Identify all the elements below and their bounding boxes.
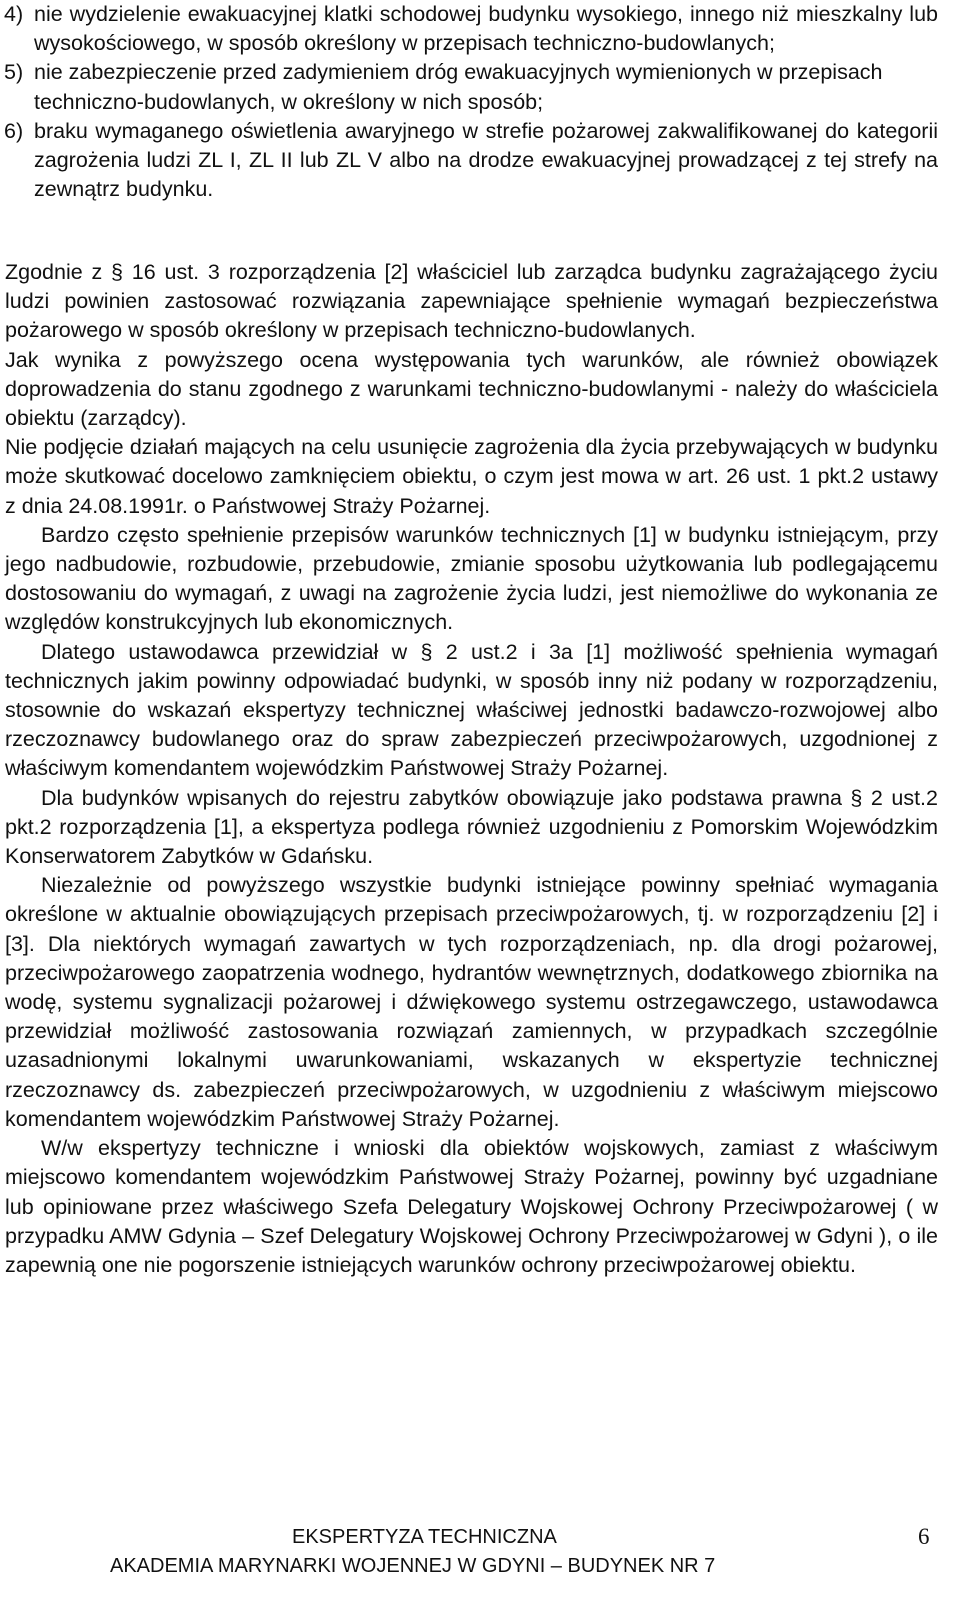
paragraph: Jak wynika z powyższego ocena występowania tych warunków, ale również obowiązek doprowadzenia do stanu zgodnego z warunkami techniczno-budowlanymi - należy do właściciela obiektu (zarządcy). [5,347,938,431]
list-item [4,117,938,205]
paragraph: Dlatego ustawodawca przewidział w § 2 ust.2 i 3a [1] możliwość spełnienia wymagań technicznych jakim powinny odpowiadać budynki, w sposób inny niż podany w rozporządzeniu, stosownie do wskazań ekspertyzy technicznej właściwej jednostki badawczo-rozwojowej albo rzeczoznawcy budowlanego oraz do spraw zabezpieczeń przeciwpożarowych, uzgodnionej z właściwym komendantem wojewódzkim Państwowej Straży Pożarnej. [5,639,938,781]
list-item-number: 5) [4,60,24,85]
list-item [4,58,938,116]
paragraph: Zgodnie z § 16 ust. 3 rozporządzenia [2] właściciel lub zarządca budynku zagrażającego życiu ludzi powinien zastosować rozwiązania zapewniające spełnienie wymagań bezpieczeństwa pożarowego w sposób określony w przepisach techniczno-budowlanych. [5,260,938,343]
list-item-number: 6) [4,118,24,143]
list-item-text: braku wymaganego oświetlenia awaryjnego w strefie pożarowej zakwalifikowanej do kategorii zagrożenia ludzi ZL I, ZL II lub ZL V albo na drodze ewakuacyjnej prowadzącej z tej strefy na zewnątrz budynku. [34,118,938,202]
paragraph: W/w ekspertyzy techniczne i wnioski dla obiektów wojskowych, zamiast z właściwym miejscowo komendantem wojewódzkim Państwowej Straży Pożarnej, powinny być uzgadniane lub opiniowane przez właściwego Szefa Delegatury Wojskowej Ochrony Przeciwpożarowej ( w przypadku AMW Gdynia – Szef Delegatury Wojskowej Ochrony Przeciwpożarowej w Gdyni ), o ile zapewnią one nie pogorszenie istniejących warunków ochrony przeciwpożarowej obiektu. [5,1136,938,1277]
paragraph: Dla budynków wpisanych do rejestru zabytków obowiązuje jako podstawa prawna § 2 ust.2 pkt.2 rozporządzenia [1], a ekspertyza podlega również uzgodnieniu z Pomorskim Wojewódzkim Konserwatorem Zabytków w Gdańsku. [5,785,938,869]
page-number: 6 [918,1524,930,1549]
list-item [4,0,938,58]
footer-subtitle: AKADEMIA MARYNARKI WOJENNEJ W GDYNI – BUDYNEK NR 7 [110,1555,716,1577]
paragraph: Niezależnie od powyższego wszystkie budynki istniejące powinny spełniać wymagania określone w aktualnie obowiązujących przepisach przeciwpożarowych, tj. w rozporządzeniu [2] i [3]. Dla niektórych wymagań zawartych w tych rozporządzeniach, np. dla drogi pożarowej, przeciwpożarowego zaopatrzenia wodnego, hydrantów wewnętrznych, dodatkowego zbiornika na wodę, systemu sygnalizacji pożarowej i dźwiękowego systemu ostrzegawczego, ustawodawca przewidział możliwość zastosowania rozwiązań zamiennych, w przypadkach szczególnie uzasadnionymi lokalnymi uwarunkowaniami, wskazanych w ekspertyzie technicznej rzeczoznawcy ds. zabezpieczeń przeciwpożarowych, w uzgodnieniu z właściwym miejscowo komendantem wojewódzkim Państwowej Straży Pożarnej. [5,873,938,1131]
list-item-text: nie zabezpieczenie przed zadymieniem dróg ewakuacyjnych wymienionych w przepisach techniczno-budowlanych, w określony w nich sposób; [34,60,883,114]
list-item-text: nie wydzielenie ewakuacyjnej klatki schodowej budynku wysokiego, innego niż mieszkalny lub wysokościowego, w sposób określony w przepisach techniczno-budowlanych; [34,2,938,56]
list-item-number: 4) [4,2,24,26]
requirements-list [4,0,938,204]
body-text [5,258,938,1280]
paragraph: Bardzo często spełnienie przepisów warunków technicznych [1] w budynku istniejącym, przy jego nadbudowie, rozbudowie, przebudowie, zmianie sposobu użytkowania lub podlegającemu dostosowaniu do wymagań, z uwagi na zagrożenie życia ludzi, jest niemożliwe do wykonania ze względów konstrukcyjnych lub ekonomicznych. [5,522,938,635]
paragraph: Nie podjęcie działań mających na celu usunięcie zagrożenia dla życia przebywających w budynku może skutkować docelowo zamknięciem obiektu, o czym jest mowa w art. 26 ust. 1 pkt.2 ustawy z dnia 24.08.1991r. o Państwowej Straży Pożarnej. [5,435,938,518]
footer-title: EKSPERTYZA TECHNICZNA [292,1526,557,1548]
